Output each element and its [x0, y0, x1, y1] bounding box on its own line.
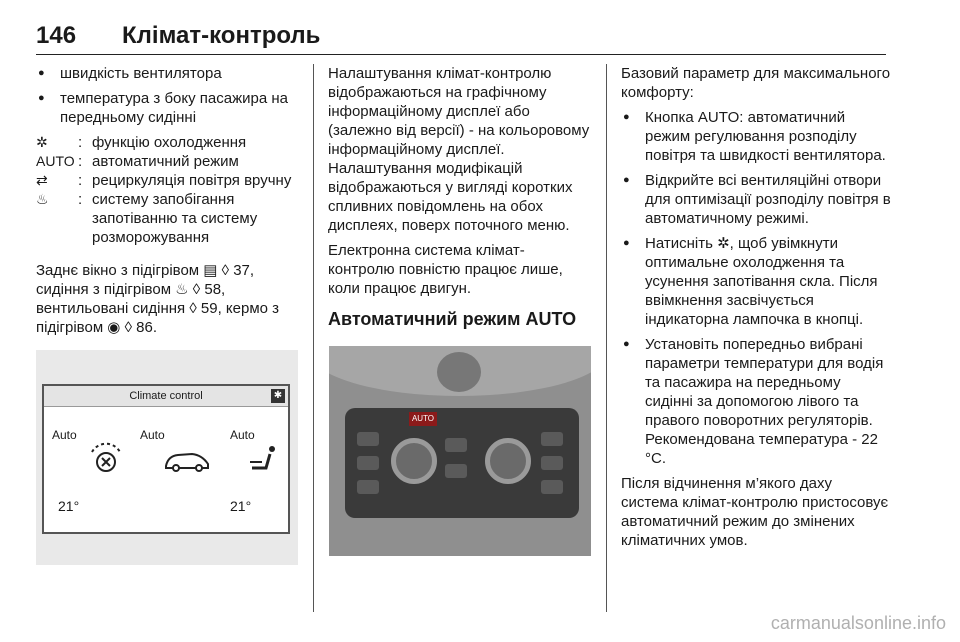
cross-reference-paragraph: Заднє вікно з підігрівом ▤ ◊ 37, сидіння з підігрівом ♨ ◊ 58, вентильовані сидіння ◊ 59, кермо з підігрівом ◉ ◊ 86. — [36, 262, 280, 336]
column-divider — [313, 64, 314, 612]
section-heading: Автоматичний режим AUTO — [328, 309, 577, 329]
legend-text: функцію охолодження — [92, 134, 247, 151]
list-item: ● Відкрийте всі вентиляційні отвори для оптимізації розподілу повітря в автоматичному режимі. — [621, 171, 891, 228]
legend-row: ✲ : функцію охолодження — [36, 133, 298, 152]
legend-row: ♨ : систему запобігання запотіванню та систему розморожування — [36, 190, 298, 247]
auto-icon: AUTO — [36, 153, 75, 169]
bullet-list — [621, 108, 891, 468]
control-panel-photo — [329, 346, 591, 556]
legend-text: рециркуляція повітря вручну — [92, 172, 292, 189]
snowflake-icon: ✲ — [36, 134, 48, 150]
temperature-right: 21° — [230, 498, 252, 514]
page-header — [36, 20, 886, 55]
list-item: ● температура з боку пасажира на передньому сидінні — [36, 89, 298, 127]
recirculation-icon: ⇄ — [36, 172, 48, 188]
column-3 — [621, 64, 891, 556]
auto-label: Auto — [140, 428, 165, 442]
list-item: ● швидкість вентилятора — [36, 64, 298, 83]
column-divider — [606, 64, 607, 612]
display-title: Climate control ✱ — [44, 386, 288, 407]
page-title: Клімат-контроль — [122, 22, 321, 49]
climate-panel — [345, 408, 579, 518]
page-number: 146 — [36, 22, 77, 49]
seat-airflow-icon — [246, 442, 280, 476]
list-item: ● Установіть попередньо вибрані параметри температури для водія та пасажира на передньому сидінні за допомогою лівого та правого поворотних регуляторів. Рекомендована температура - 22 °C. — [621, 335, 891, 468]
right-temperature-knob — [485, 438, 531, 484]
paragraph: Налаштування клімат-контролю відображаються на графічному інформаційному дисплеї або (залежно від версії) - на кольоровому інформаційному дисплеї. Налаштування модифікацій відображаються у вигляді коротких спливних повідомлень на обох дисплеях, поверх поточного меню. — [328, 65, 590, 234]
legend-text: систему запобігання запотіванню та систему розморожування — [92, 191, 258, 246]
paragraph: Електронна система клімат-контролю повністю працює лише, коли працює двигун. — [328, 242, 563, 297]
display-screen — [42, 384, 290, 534]
car-airflow-icon — [162, 446, 212, 474]
list-item: ● Кнопка AUTO: автоматичний режим регулювання розподілу повітря та швидкості вентилятора. — [621, 108, 891, 165]
list-item: ● Натисніть ✲, щоб увімкнути оптимальне охолодження та усунення запотівання скла. Після ввімкнення засвічується індикаторна лампочка в кнопці. — [621, 234, 891, 329]
column-2 — [328, 64, 590, 339]
paragraph: Після відчинення м’якого даху система клімат-контролю пристосовує автоматичний режим до змінених кліматичних умов. — [621, 475, 889, 549]
bullet-list — [36, 64, 298, 127]
climate-display-illustration — [36, 350, 298, 565]
auto-label: Auto — [230, 428, 255, 442]
legend-row: AUTO : автоматичний режим — [36, 152, 298, 171]
column-1 — [36, 64, 298, 343]
left-temperature-knob — [391, 438, 437, 484]
paragraph: Базовий параметр для максимального комфорту: — [621, 65, 891, 101]
legend-text: автоматичний режим — [92, 153, 239, 170]
settings-icon: ✱ — [271, 389, 285, 403]
watermark: carmanualsonline.info — [770, 613, 946, 633]
auto-label: Auto — [52, 428, 77, 442]
fan-icon — [88, 442, 124, 478]
temperature-left: 21° — [58, 498, 80, 514]
defrost-icon: ♨ — [36, 191, 49, 207]
auto-button: AUTO — [409, 412, 437, 426]
legend-row: ⇄ : рециркуляція повітря вручну — [36, 171, 298, 190]
